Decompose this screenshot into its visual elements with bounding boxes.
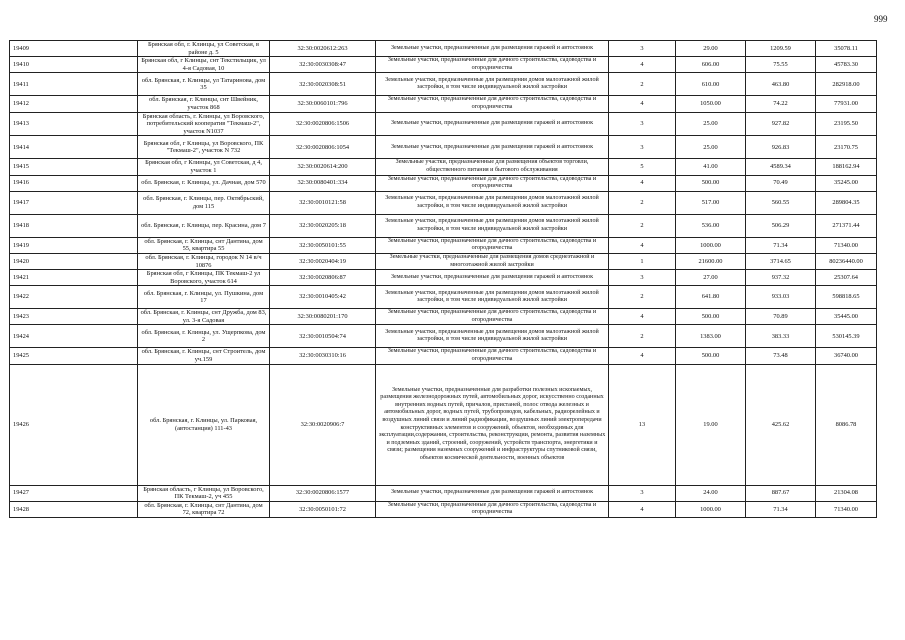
address-cell: Брянская обл, г. Клинцы, ул Советская, в районе д. 5 — [138, 41, 270, 57]
land-use-cell: Земельные участки, предназначенные для размещения гаражей и автостоянок — [376, 485, 609, 501]
cadastral-value-cell: 188162.94 — [816, 159, 877, 175]
group-cell: 4 — [609, 175, 676, 191]
land-use-cell: Земельные участки, предназначенные для размещения домов малоэтажной жилой застройки, в том числе индивидуальной жилой застройки — [376, 191, 609, 214]
area-cell: 610.00 — [676, 73, 746, 96]
area-cell: 19.00 — [676, 364, 746, 485]
cadastral-number-cell: 32:30:0050101:55 — [270, 237, 376, 253]
rate-cell: 937.32 — [746, 270, 816, 286]
area-cell: 1000.00 — [676, 501, 746, 517]
group-cell: 2 — [609, 325, 676, 348]
row-number: 19418 — [10, 214, 138, 237]
cadastral-number-cell: 32:30:0010504:74 — [270, 325, 376, 348]
table-row — [10, 214, 877, 237]
address-cell: обл. Брянская, г. Клинцы, пер. Красина, дом 7 — [138, 214, 270, 237]
cadastral-value-table — [9, 40, 877, 518]
area-cell: 25.00 — [676, 136, 746, 159]
address-cell: обл. Брянская, г. Клинцы, ул Татаринова, дом 35 — [138, 73, 270, 96]
rate-cell: 425.62 — [746, 364, 816, 485]
area-cell: 29.00 — [676, 41, 746, 57]
area-cell: 641.80 — [676, 286, 746, 309]
row-number: 19409 — [10, 41, 138, 57]
table-row — [10, 73, 877, 96]
land-use-cell: Земельные участки, предназначенные для размещения домов малоэтажной жилой застройки, в том числе индивидуальной жилой застройки — [376, 214, 609, 237]
rate-cell: 3714.65 — [746, 253, 816, 269]
land-use-cell: Земельные участки, предназначенные для размещения гаражей и автостоянок — [376, 41, 609, 57]
area-cell: 21600.00 — [676, 253, 746, 269]
group-cell: 13 — [609, 364, 676, 485]
row-number: 19410 — [10, 57, 138, 73]
table-row — [10, 485, 877, 501]
address-cell: обл. Брянская, г. Клинцы, городок N 14 в/ч 10876 — [138, 253, 270, 269]
row-number: 19427 — [10, 485, 138, 501]
group-cell: 4 — [609, 57, 676, 73]
cadastral-value-cell: 71340.00 — [816, 237, 877, 253]
land-use-cell: Земельные участки, предназначенные для размещения домов малоэтажной жилой застройки, в том числе индивидуальной жилой застройки — [376, 286, 609, 309]
address-cell: обл. Брянская, г. Клинцы, ул. Пушкина, дом 17 — [138, 286, 270, 309]
row-number: 19415 — [10, 159, 138, 175]
cadastral-number-cell: 32:30:0060101:796 — [270, 96, 376, 112]
cadastral-number-cell: 32:30:0030308:47 — [270, 57, 376, 73]
address-cell: Брянская обл, г Клинцы, ПК Текмаш-2 ул Воровского, участок 614 — [138, 270, 270, 286]
rate-cell: 70.49 — [746, 175, 816, 191]
land-use-cell: Земельные участки, предназначенные для дачного строительства, садоводства и огородничества — [376, 348, 609, 364]
rate-cell: 71.34 — [746, 237, 816, 253]
rate-cell: 73.48 — [746, 348, 816, 364]
cadastral-value-cell: 35245.00 — [816, 175, 877, 191]
area-cell: 25.00 — [676, 112, 746, 136]
land-use-cell: Земельные участки, предназначенные для размещения гаражей и автостоянок — [376, 270, 609, 286]
group-cell: 2 — [609, 191, 676, 214]
group-cell: 4 — [609, 309, 676, 325]
area-cell: 500.00 — [676, 348, 746, 364]
rate-cell: 887.67 — [746, 485, 816, 501]
address-cell: обл. Брянская, г. Клинцы, снт Швейник, участок 868 — [138, 96, 270, 112]
cadastral-number-cell: 32:30:0050101:72 — [270, 501, 376, 517]
table-row — [10, 112, 877, 136]
address-cell: Брянская область, г. Клинцы, ул Воровского, потребительский кооператив "Текмаш-2", участок N1037 — [138, 112, 270, 136]
rate-cell: 1209.59 — [746, 41, 816, 57]
row-number: 19419 — [10, 237, 138, 253]
row-number: 19412 — [10, 96, 138, 112]
cadastral-value-cell: 21304.08 — [816, 485, 877, 501]
land-use-cell: Земельные участки, предназначенные для размещения объектов торговли, общественного питания и бытового обслуживания — [376, 159, 609, 175]
rate-cell: 75.55 — [746, 57, 816, 73]
rate-cell: 560.55 — [746, 191, 816, 214]
area-cell: 1000.00 — [676, 237, 746, 253]
address-cell: обл. Брянская, г. Клинцы, ул. Ущерпкова, дом 2 — [138, 325, 270, 348]
table-row — [10, 159, 877, 175]
table-row — [10, 501, 877, 517]
land-use-cell: Земельные участки, предназначенные для размещения домов малоэтажной жилой застройки, в том числе индивидуальной жилой застройки — [376, 73, 609, 96]
address-cell: обл. Брянская, г. Клинцы, снт Дружба, дом 83, ул. 3-я Садовая — [138, 309, 270, 325]
cadastral-value-cell: 25307.64 — [816, 270, 877, 286]
land-use-cell: Земельные участки, предназначенные для дачного строительства, садоводства и огородничества — [376, 175, 609, 191]
table-row — [10, 325, 877, 348]
land-use-cell: Земельные участки, предназначенные для размещения гаражей и автостоянок — [376, 112, 609, 136]
rate-cell: 4589.34 — [746, 159, 816, 175]
cadastral-value-cell: 35078.11 — [816, 41, 877, 57]
table-row — [10, 96, 877, 112]
group-cell: 2 — [609, 73, 676, 96]
area-cell: 517.00 — [676, 191, 746, 214]
address-cell: Брянская обл, г Клинцы, ул Советская, д 4, участок 1 — [138, 159, 270, 175]
row-number: 19417 — [10, 191, 138, 214]
cadastral-number-cell: 32:30:0020906:7 — [270, 364, 376, 485]
address-cell: обл. Брянская, г. Клинцы, ул. Дачная, дом 570 — [138, 175, 270, 191]
table-row — [10, 309, 877, 325]
group-cell: 3 — [609, 136, 676, 159]
cadastral-value-cell: 598818.65 — [816, 286, 877, 309]
cadastral-value-cell: 35445.00 — [816, 309, 877, 325]
rate-cell: 74.22 — [746, 96, 816, 112]
row-number: 19411 — [10, 73, 138, 96]
row-number: 19413 — [10, 112, 138, 136]
cadastral-value-cell: 80236440.00 — [816, 253, 877, 269]
cadastral-number-cell: 32:30:0020205:18 — [270, 214, 376, 237]
cadastral-value-cell: 23170.75 — [816, 136, 877, 159]
group-cell: 1 — [609, 253, 676, 269]
cadastral-number-cell: 32:30:0020404:19 — [270, 253, 376, 269]
cadastral-number-cell: 32:30:0080401:334 — [270, 175, 376, 191]
area-cell: 27.00 — [676, 270, 746, 286]
cadastral-number-cell: 32:30:0030310:16 — [270, 348, 376, 364]
row-number: 19420 — [10, 253, 138, 269]
address-cell: обл. Брянская, г. Клинцы, снт Строитель, дом уч.159 — [138, 348, 270, 364]
table-row — [10, 364, 877, 485]
table-row — [10, 136, 877, 159]
rate-cell: 70.89 — [746, 309, 816, 325]
land-use-cell: Земельные участки, предназначенные для дачного строительства, садоводства и огородничества — [376, 237, 609, 253]
cadastral-number-cell: 32:30:0020612:263 — [270, 41, 376, 57]
group-cell: 4 — [609, 501, 676, 517]
cadastral-value-cell: 8086.78 — [816, 364, 877, 485]
rate-cell: 933.03 — [746, 286, 816, 309]
group-cell: 3 — [609, 41, 676, 57]
rate-cell: 927.82 — [746, 112, 816, 136]
land-use-cell: Земельные участки, предназначенные для размещения домов среднеэтажной и многоэтажной жилой застройки — [376, 253, 609, 269]
cadastral-number-cell: 32:30:0020806:87 — [270, 270, 376, 286]
table-row — [10, 348, 877, 364]
cadastral-number-cell: 32:30:0020308:51 — [270, 73, 376, 96]
rate-cell: 71.34 — [746, 501, 816, 517]
address-cell: Брянская обл, г Клинцы, снт Текстильщик, ул 4-я Садовая, 10 — [138, 57, 270, 73]
address-cell: обл. Брянская, г. Клинцы, снт Дантина, дом 55, квартира 55 — [138, 237, 270, 253]
cadastral-value-cell: 271371.44 — [816, 214, 877, 237]
rate-cell: 926.83 — [746, 136, 816, 159]
area-cell: 500.00 — [676, 309, 746, 325]
group-cell: 5 — [609, 159, 676, 175]
cadastral-value-cell: 71340.00 — [816, 501, 877, 517]
land-use-cell: Земельные участки, предназначенные для дачного строительства, садоводства и огородничества — [376, 57, 609, 73]
area-cell: 500.00 — [676, 175, 746, 191]
group-cell: 2 — [609, 286, 676, 309]
rate-cell: 463.80 — [746, 73, 816, 96]
rate-cell: 506.29 — [746, 214, 816, 237]
land-use-cell: Земельные участки, предназначенные для дачного строительства, садоводства и огородничества — [376, 309, 609, 325]
cadastral-value-cell: 282918.00 — [816, 73, 877, 96]
address-cell: обл. Брянская, г. Клинцы, снт Дантина, дом 72, квартира 72 — [138, 501, 270, 517]
area-cell: 24.00 — [676, 485, 746, 501]
row-number: 19422 — [10, 286, 138, 309]
table-row — [10, 270, 877, 286]
row-number: 19426 — [10, 364, 138, 485]
row-number: 19428 — [10, 501, 138, 517]
area-cell: 1383.00 — [676, 325, 746, 348]
rate-cell: 383.33 — [746, 325, 816, 348]
cadastral-number-cell: 32:30:0020806:1054 — [270, 136, 376, 159]
cadastral-number-cell: 32:30:0020806:1577 — [270, 485, 376, 501]
area-cell: 1050.00 — [676, 96, 746, 112]
row-number: 19423 — [10, 309, 138, 325]
table-row — [10, 237, 877, 253]
page-number: 999 — [874, 14, 888, 24]
cadastral-number-cell: 32:30:0020614:200 — [270, 159, 376, 175]
table-row — [10, 57, 877, 73]
table-row — [10, 286, 877, 309]
address-cell: Брянская область, г Клинцы, ул Воровского, ПК Текмаш-2, уч 455 — [138, 485, 270, 501]
area-cell: 606.00 — [676, 57, 746, 73]
cadastral-number-cell: 32:30:0010121:58 — [270, 191, 376, 214]
cadastral-value-cell: 23195.50 — [816, 112, 877, 136]
group-cell: 3 — [609, 270, 676, 286]
cadastral-value-cell: 36740.00 — [816, 348, 877, 364]
table-row — [10, 253, 877, 269]
address-cell: обл. Брянская, г. Клинцы, пер. Октябрьский, дом 115 — [138, 191, 270, 214]
cadastral-value-cell: 45783.30 — [816, 57, 877, 73]
row-number: 19414 — [10, 136, 138, 159]
row-number: 19421 — [10, 270, 138, 286]
land-use-cell: Земельные участки, предназначенные для дачного строительства, садоводства и огородничества — [376, 501, 609, 517]
area-cell: 41.00 — [676, 159, 746, 175]
land-use-cell: Земельные участки, предназначенные для размещения домов малоэтажной жилой застройки, в том числе индивидуальной жилой застройки — [376, 325, 609, 348]
group-cell: 4 — [609, 348, 676, 364]
group-cell: 3 — [609, 485, 676, 501]
cadastral-number-cell: 32:30:0010405:42 — [270, 286, 376, 309]
table-row — [10, 175, 877, 191]
group-cell: 3 — [609, 112, 676, 136]
cadastral-number-cell: 32:30:0080201:170 — [270, 309, 376, 325]
address-cell: Брянская обл, г Клинцы, ул Воровского, ПК "Текмаш-2", участок N 732 — [138, 136, 270, 159]
table-row — [10, 41, 877, 57]
table-row — [10, 191, 877, 214]
row-number: 19416 — [10, 175, 138, 191]
cadastral-value-cell: 77931.00 — [816, 96, 877, 112]
address-cell: обл. Брянская, г. Клинцы, ул. Парковая, (автостанция) 111-43 — [138, 364, 270, 485]
group-cell: 4 — [609, 96, 676, 112]
group-cell: 4 — [609, 237, 676, 253]
land-use-cell: Земельные участки, предназначенные для дачного строительства, садоводства и огородничества — [376, 96, 609, 112]
land-use-cell: Земельные участки, предназначенные для размещения гаражей и автостоянок — [376, 136, 609, 159]
cadastral-value-cell: 289804.35 — [816, 191, 877, 214]
group-cell: 2 — [609, 214, 676, 237]
cadastral-value-cell: 530145.39 — [816, 325, 877, 348]
row-number: 19425 — [10, 348, 138, 364]
cadastral-number-cell: 32:30:0020806:1506 — [270, 112, 376, 136]
land-use-cell: Земельные участки, предназначенные для разработки полезных ископаемых, размещения железнодорожных путей, автомобильных дорог, искусственно созданных внутренних водных путей, причалов, пристаней, полос отвода железных и автомобильных дорог, водных путей, трубопроводов, кабельных, радиорелейных и воздушных линий связи и линий радиофикации, воздушных линий электропередачи конструктивных элементов и сооружений, объектов, необходимых для эксплуатации,содержания, строительства, реконструкции, ремонта, развития наземных и подземных зданий, строений, сооружений, устройств транспорта, энергетики и связи; размещения наземных сооружений и инфраструктуры спутниковой связи, объектов космической деятельности, военных объектов — [376, 364, 609, 485]
area-cell: 536.00 — [676, 214, 746, 237]
row-number: 19424 — [10, 325, 138, 348]
